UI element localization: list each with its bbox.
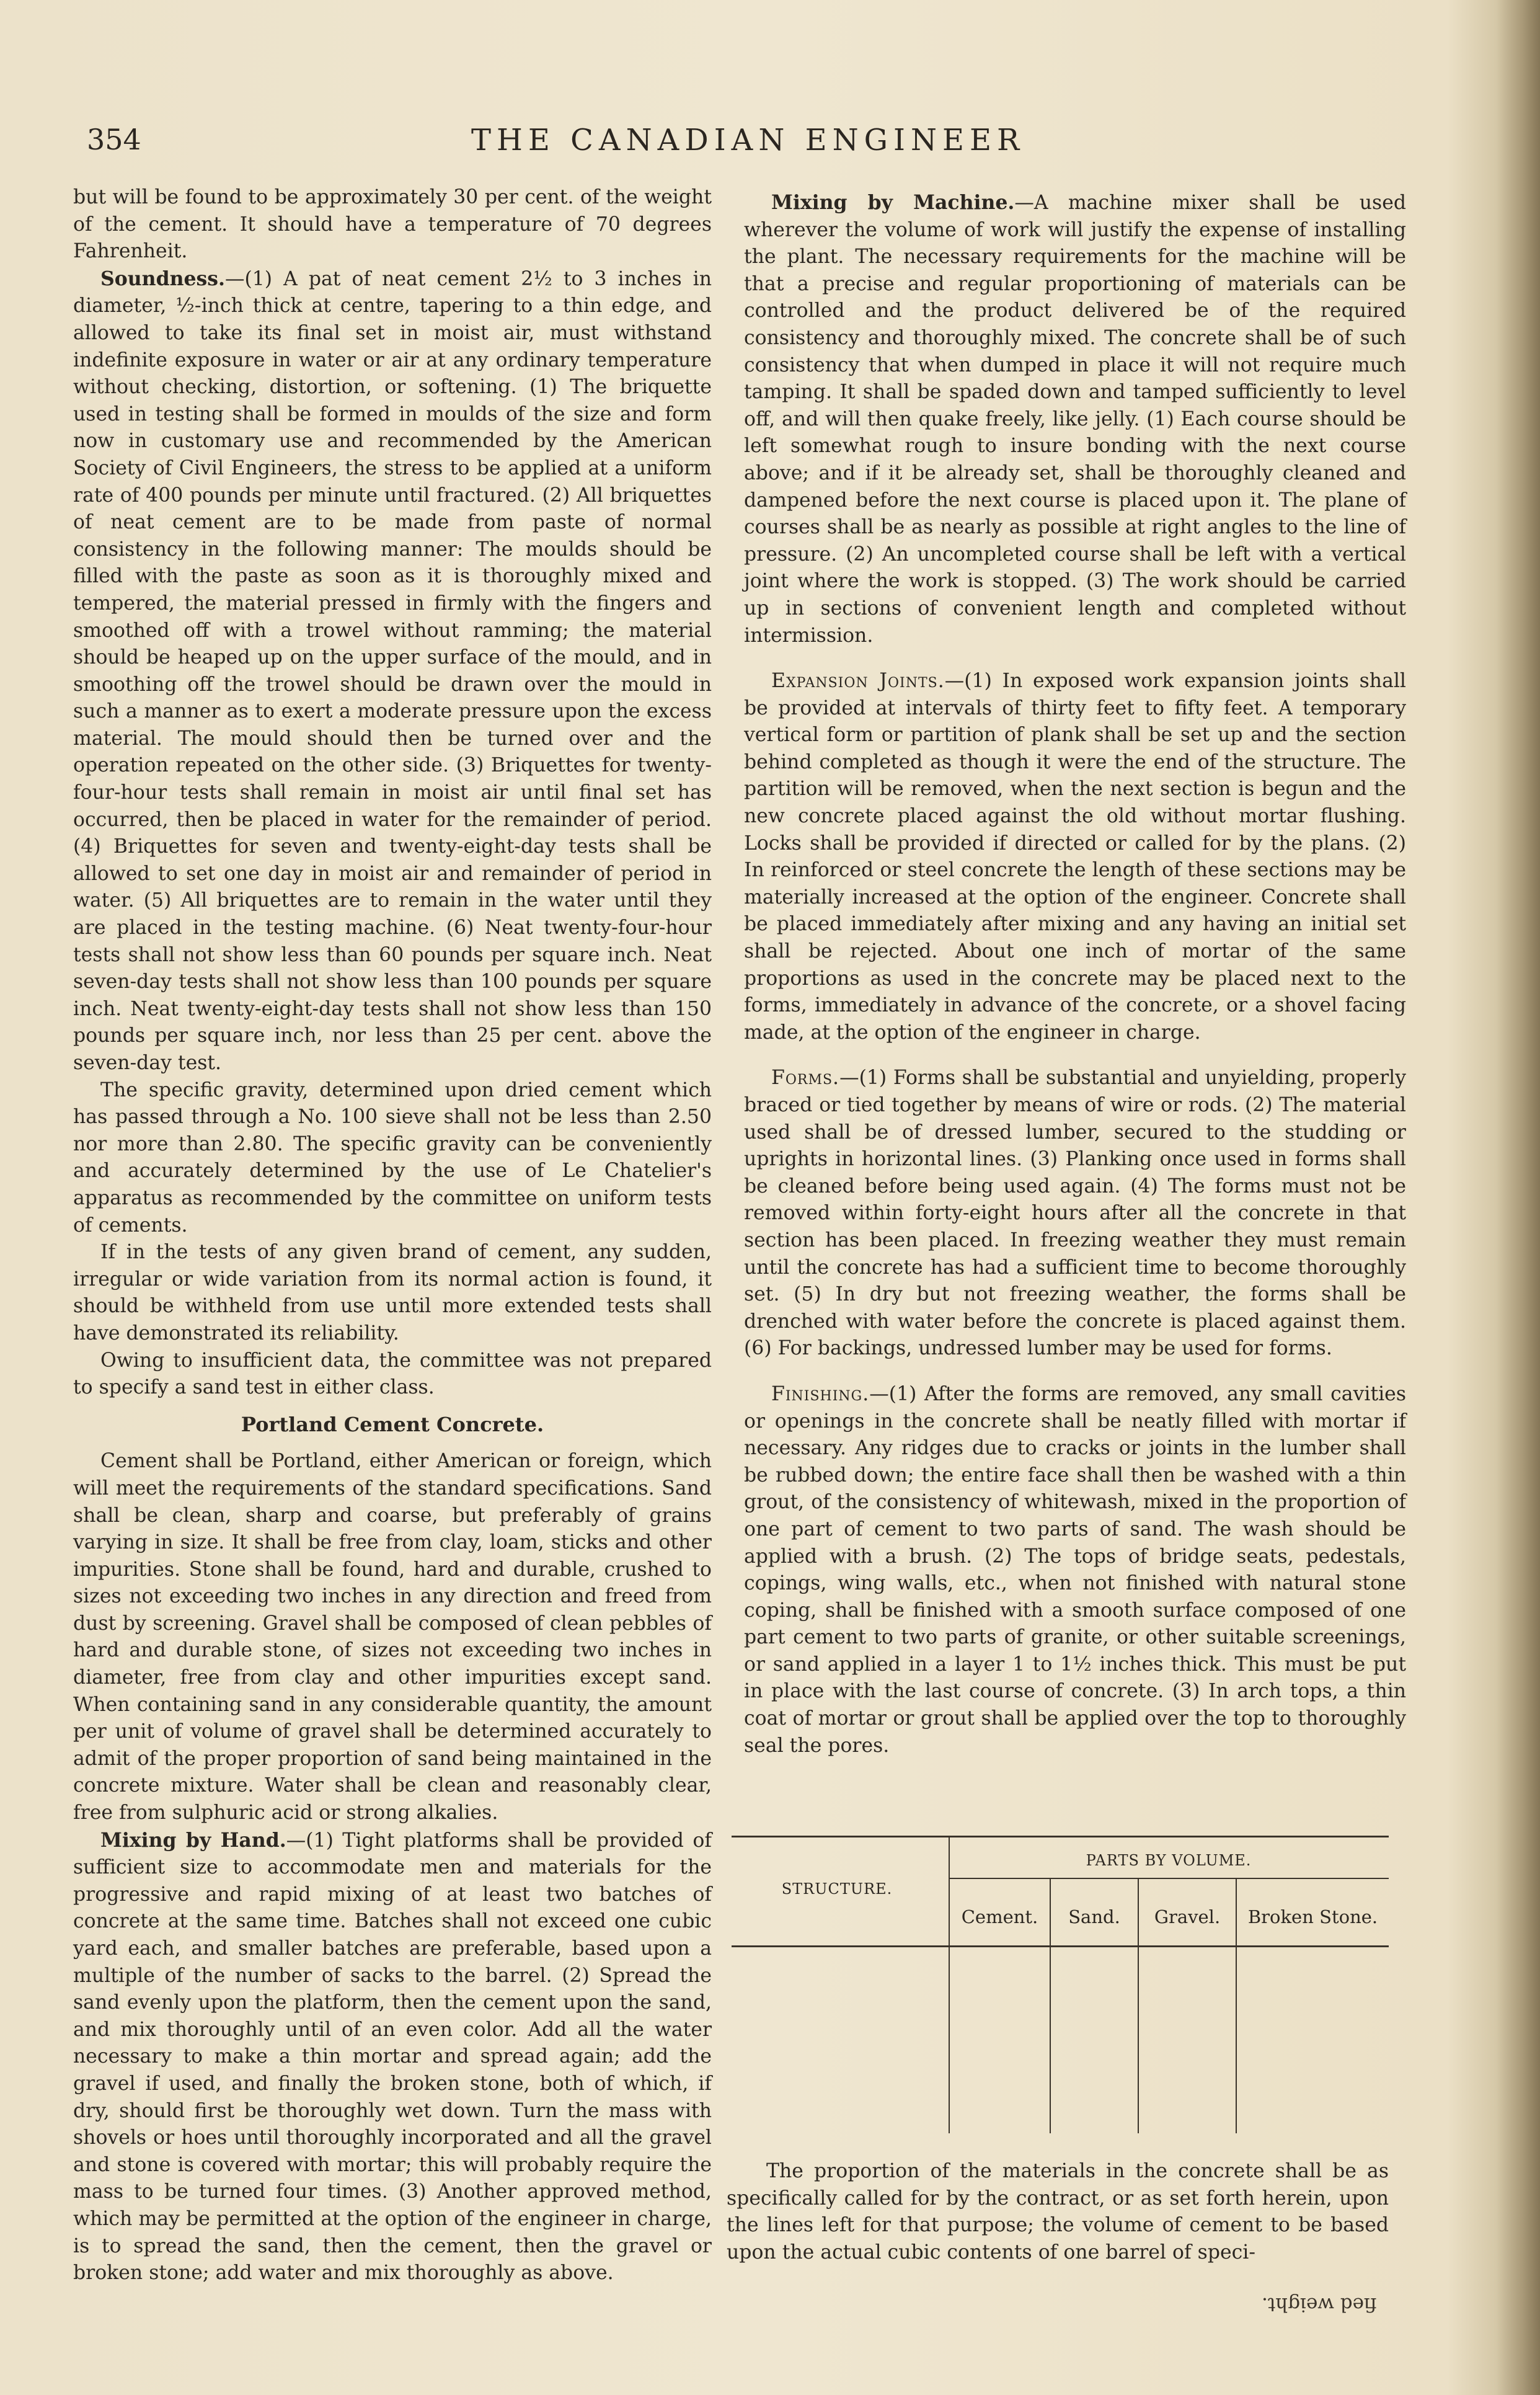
table-col-sand: Sand. xyxy=(1068,1906,1120,1927)
paragraph xyxy=(744,1381,1406,1759)
table-col-broken-stone: Broken Stone. xyxy=(1247,1906,1378,1927)
run-in-heading: Mixing by Hand. xyxy=(100,1828,286,1852)
paragraph: The specific gravity, determined upon dried cement which has passed through a No. 100 sieve shall not be less than 2.50 nor more than 2.80. The specific gravity can be conveniently and accurately determined by the use of Le Chatelier's apparatus as recommended by the committee on uniform tests of cements. xyxy=(73,1078,712,1237)
paragraph-text: —(1) A pat of neat cement 2½ to 3 inches in diameter, ½-inch thick at centre, tapering to a thin edge, and allowed to take its final set in moist air, must withstand indefinite exposure in water or air at any ordinary temperature without checking, distortion, or softening. (1) The briquette used in testing shall be formed in moulds of the size and form now in customary use and recommended by the American Society of Civil Engineers, the stress to be applied at a uniform rate of 400 pounds per minute until fractured. (2) All briquettes of neat cement are to be made from paste of normal consistency in the following manner: The moulds should be filled with the paste as soon as it is thoroughly mixed and tempered, the material pressed in firmly with the fingers and smoothed off with a trowel without ramming; the material should be heaped up on the upper surface of the mould, and in smoothing off the trowel should be drawn over the mould in such a manner as to exert a moderate pressure upon the excess material. The mould should then be turned over and the operation repeated on the other side. (3) Briquettes for twenty-four-hour tests shall remain in moist air until final set has occurred, then be placed in water for the remainder of period. (4) Briquettes for seven and twenty-eight-day tests shall be allowed to set one day in moist air and remainder of period in water. (5) All briquettes are to remain in the water until they are placed in the testing machine. (6) Neat twenty-four-hour tests shall not show less than 60 pounds per square inch. Neat seven-day tests shall not show less than 100 pounds per square inch. Neat twenty-eight-day tests shall not show less than 150 pounds per square inch, nor less than 25 per cent. above the seven-day test. xyxy=(73,267,712,1074)
run-in-heading: Soundness. xyxy=(100,267,225,290)
bleed-through-text: fied weight. xyxy=(1262,2293,1377,2316)
section-title: Portland Cement Concrete. xyxy=(241,1412,544,1436)
paragraph xyxy=(744,189,1406,649)
paragraph xyxy=(73,1827,712,2287)
run-in-heading: Mixing by Machine. xyxy=(771,191,1015,214)
paragraph: The proportion of the materials in the concrete shall be as specifically called for by the contract, or as set forth herein, upon the lines left for that purpose; the volume of cement to be based upon the actual cubic contents of one barrel of speci- xyxy=(727,2160,1389,2264)
paragraph-text: —(1) In exposed work expansion joints shall be provided at intervals of thirty feet to fifty feet. A temporary vertical form or partition of plank shall be set up and the section behind completed as though it were the end of the structure. The partition will be removed, when the next section is begun and the new concrete placed against the old without mortar flushing. Locks shall be provided if directed or called for by the plans. (2) In reinforced or steel concrete the length of these sections may be materially increased at the option of the engineer. Concrete shall be placed immediately after mixing and any having an initial set shall be rejected. About one inch of mortar of the same proportions as used in the concrete may be placed next to the forms, immediately in advance of the concrete, or a shovel facing made, at the option of the engineer in charge. xyxy=(744,670,1406,1044)
table-col-cement: Cement. xyxy=(961,1906,1038,1927)
page-header xyxy=(87,123,1401,166)
binding-shadow xyxy=(1497,0,1540,2395)
paragraph: Cement shall be Portland, either American or foreign, which will meet the requirements of the standard specifications. Sand shall be clean, sharp and coarse, but preferably of grains varying in size. It shall be free from clay, loam, sticks and other impurities. Stone shall be found, hard and durable, crushed to sizes not exceeding two inches in any direction and freed from dust by screening. Gravel shall be composed of clean pebbles of hard and durable stone, of sizes not exceeding two inches in diameter, free from clay and other impurities except sand. When containing sand in any considerable quantity, the amount per unit of volume of gravel shall be determined accurately to admit of the proper proportion of sand being maintained in the concrete mixture. Water shall be clean and reasonably clear, free from sulphuric acid or strong alkalies. xyxy=(73,1450,712,1824)
run-in-heading: Expansion Joints. xyxy=(771,670,945,693)
paragraph: If in the tests of any given brand of cement, any sudden, irregular or wide variation from its normal action is found, it should be withheld from use until more extended tests shall have demonstrated its reliability. xyxy=(73,1241,712,1344)
table-header-parts: PARTS BY VOLUME. xyxy=(1086,1852,1252,1869)
proportions-table xyxy=(732,1836,1389,2133)
table-header-structure: STRUCTURE. xyxy=(781,1880,893,1898)
paragraph-text: —(1) Tight platforms shall be provided of sufficient size to accommodate men and materials for the progressive and rapid mixing of at least two batches of concrete at the same time. Batches shall not exceed one cubic yard each, and smaller batches are preferable, based upon a multiple of the number of sacks to the barrel. (2) Spread the sand evenly upon the platform, then the cement upon the sand, and mix thoroughly until of an even color. Add all the water necessary to make a thin mortar and spread again; add the gravel if used, and finally the broken stone, both of which, if dry, should first be thoroughly wet down. Turn the mass with shovels or hoes until thoroughly incorporated and all the gravel and stone is covered with mortar; this will probably require the mass to be turned four times. (3) Another approved method, which may be permitted at the option of the engineer in charge, is to spread the sand, then the cement, then the gravel or broken stone; add water and mix thoroughly as above. xyxy=(73,1829,712,2285)
closing-paragraph xyxy=(727,2158,1389,2266)
running-title: THE CANADIAN ENGINEER xyxy=(471,123,1025,158)
paragraph xyxy=(73,265,712,1077)
paragraph xyxy=(744,1065,1406,1362)
left-column xyxy=(73,184,712,2287)
table-rule-header xyxy=(732,1945,1389,1947)
paragraph: Owing to insufficient data, the committee was not prepared to specify a sand test in either class. xyxy=(73,1349,712,1399)
table-rule-top xyxy=(732,1836,1389,1837)
table-divider xyxy=(949,1836,950,2133)
paragraph: but will be found to be approximately 30 per cent. of the weight of the cement. It should have a temperature of 70 degrees Fahrenheit. xyxy=(73,186,712,263)
paragraph-text: —(1) After the forms are removed, any small cavities or openings in the concrete shall be neatly filled with mortar if necessary. Any ridges due to cracks or joints in the lumber shall be rubbed down; the entire face shall then be washed with a thin grout, of the consistency of whitewash, mixed in the proportion of one part of cement to two parts of sand. The wash should be applied with a brush. (2) The tops of bridge seats, pedestals, copings, wing walls, etc., when not finished with natural stone coping, shall be finished with a smooth surface composed of one part cement to two parts of granite, or other suitable screenings, or sand applied in a layer 1 to 1½ inches thick. This must be put in place with the last course of concrete. (3) In arch tops, a thin coat of mortar or grout shall be applied over the top to thoroughly seal the pores. xyxy=(744,1382,1406,1757)
table-rule-sub xyxy=(949,1878,1389,1879)
paragraph-text: —(1) Forms shall be substantial and unyielding, properly braced or tied together by means of wire or rods. (2) The material used shall be of dressed lumber, secured to the studding or uprights in horizontal lines. (3) Planking once used in forms shall be cleaned before being used again. (4) The forms must not be removed within forty-eight hours after all the concrete in that section has been placed. In freezing weather they must remain until the concrete has had a sufficient time to become thoroughly set. (5) In dry but not freezing weather, the forms shall be drenched with water before the concrete is placed against them. (6) For backings, undressed lumber may be used for forms. xyxy=(744,1067,1406,1360)
run-in-heading: Forms. xyxy=(771,1067,840,1090)
paragraph xyxy=(744,668,1406,1046)
paragraph-text: —A machine mixer shall be used wherever the volume of work will justify the expense of installing the plant. The necessary requirements for the machine will be that a precise and regular proportioning of materials can be controlled and the product delivered be of the required consistency and thoroughly mixed. The concrete shall be of such consistency that when dumped in place it will not require much tamping. It shall be spaded down and tamped sufficiently to level off, and will then quake freely, like jelly. (1) Each course should be left somewhat rough to insure bonding with the next course above; and if it be already set, shall be thoroughly cleaned and dampened before the next course is placed upon it. The plane of courses shall be as nearly as possible at right angles to the line of pressure. (2) An uncompleted course shall be left with a vertical joint where the work is stopped. (3) The work should be carried up in sections of convenient length and completed without intermission. xyxy=(744,192,1407,647)
run-in-heading: Finishing. xyxy=(771,1382,870,1405)
right-column xyxy=(744,189,1406,1759)
page-number: 354 xyxy=(87,123,141,156)
table-col-gravel: Gravel. xyxy=(1154,1906,1221,1927)
